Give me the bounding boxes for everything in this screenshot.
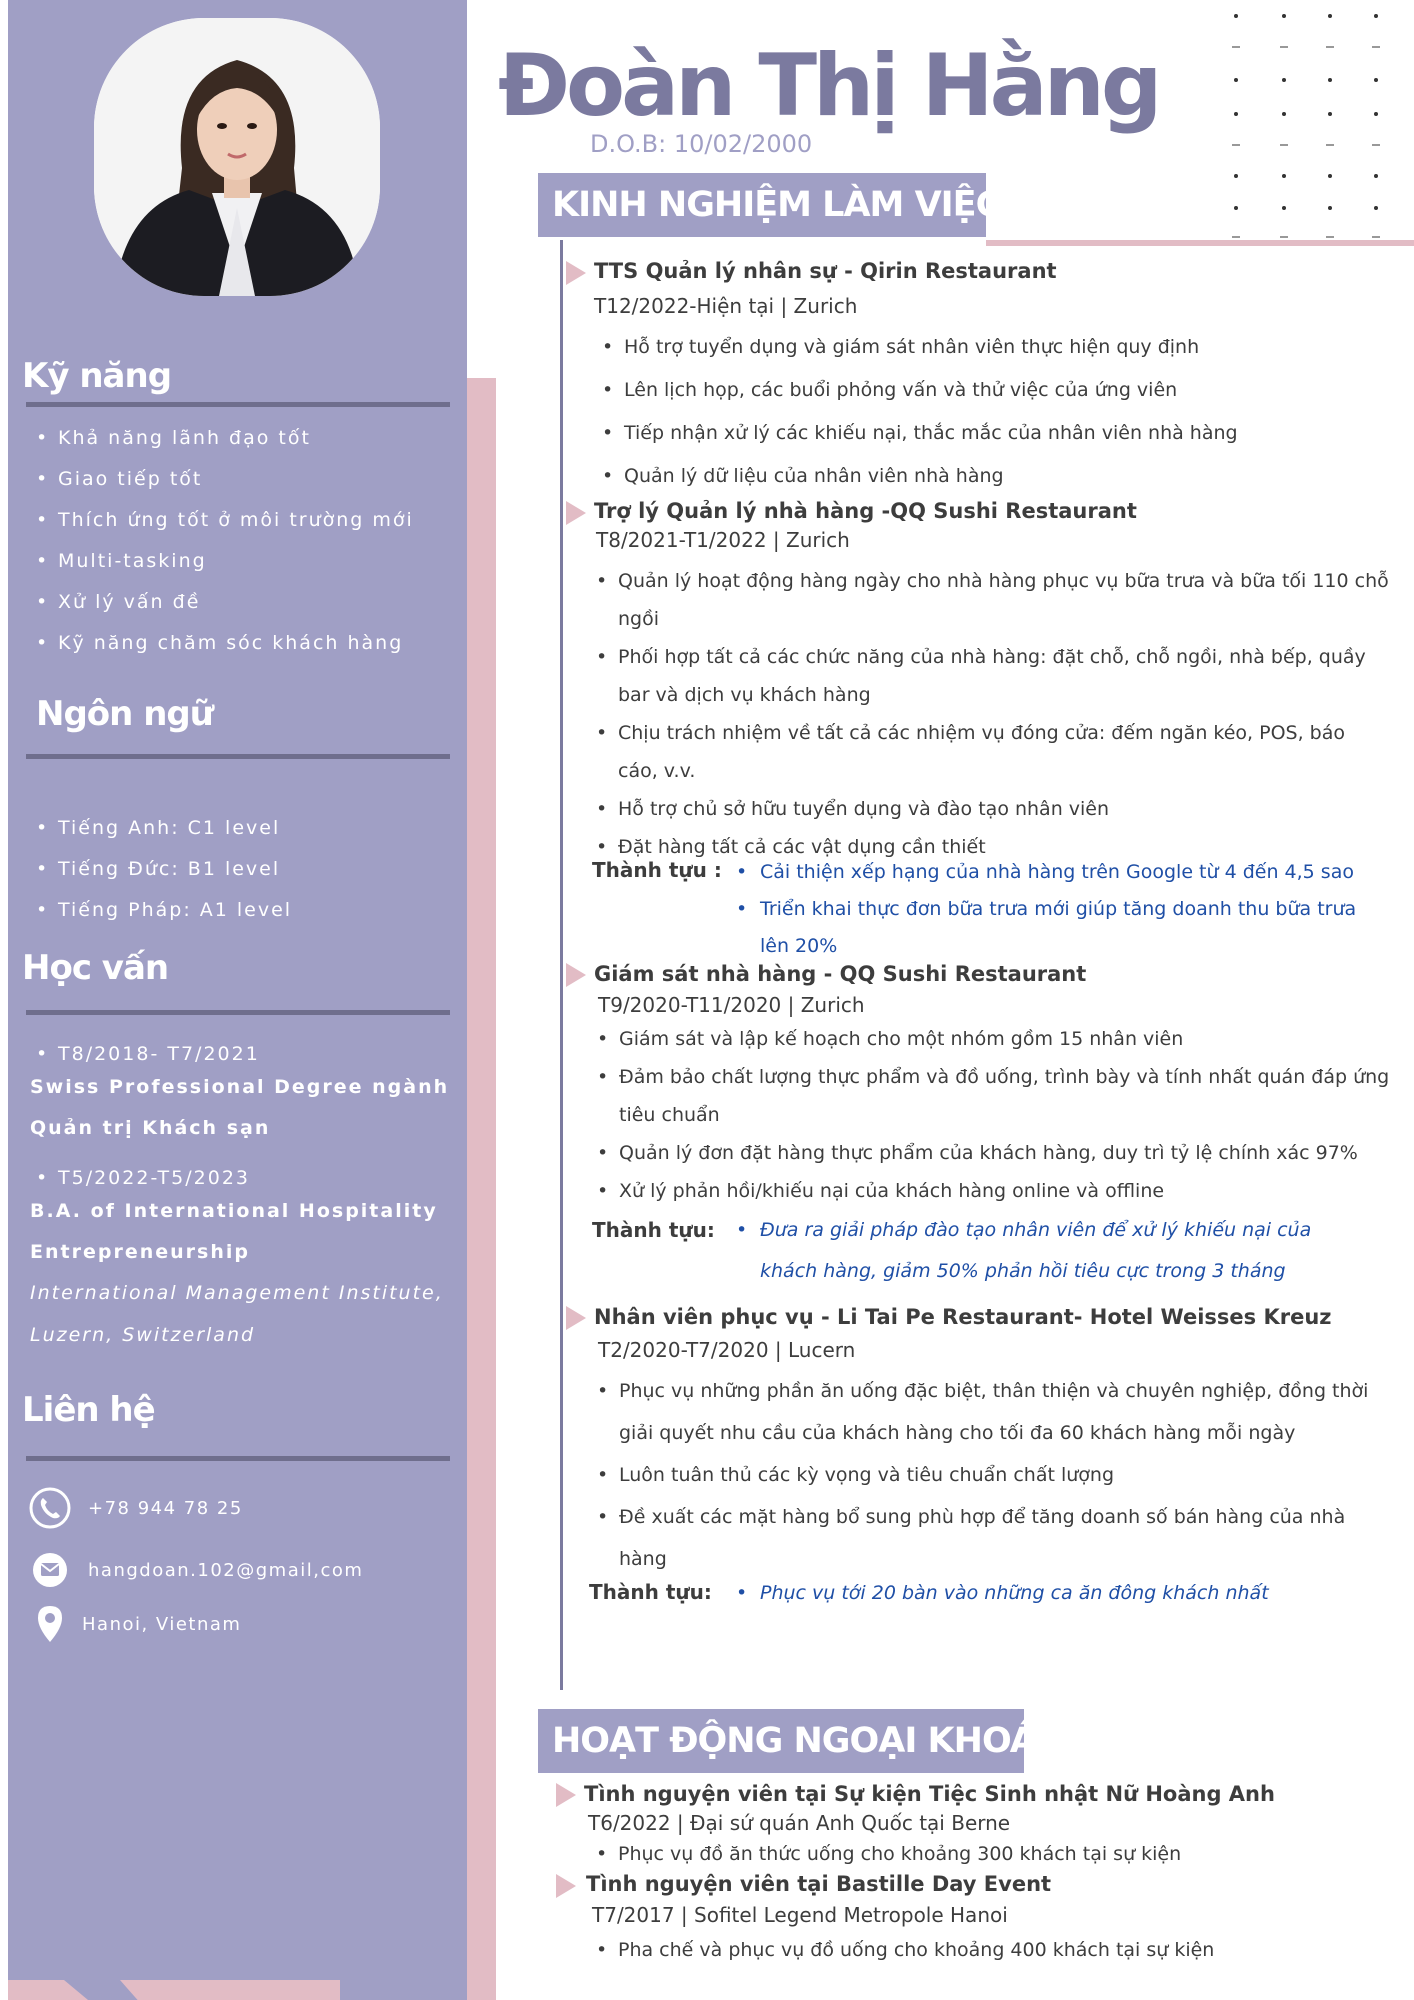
job-responsibilities bbox=[596, 326, 1386, 498]
achievements-label: Thành tựu: bbox=[589, 1580, 712, 1604]
languages-heading: Ngôn ngữ bbox=[36, 694, 213, 734]
job-meta: T2/2020-T7/2020 | Lucern bbox=[598, 1338, 856, 1362]
skills-list bbox=[28, 418, 414, 664]
activity-details bbox=[590, 1935, 1380, 1965]
responsibility-item: • Tiếp nhận xử lý các khiếu nại, thắc mắc của nhân viên nhà hàng bbox=[596, 412, 1386, 455]
job-title: Nhân viên phục vụ - Li Tai Pe Restaurant- Hotel Weisses Kreuz bbox=[594, 1305, 1332, 1329]
location-pin-icon bbox=[28, 1602, 72, 1646]
skill-item: • Xử lý vấn đề bbox=[28, 582, 414, 623]
skill-item: • Khả năng lãnh đạo tốt bbox=[28, 418, 414, 459]
job-meta: T9/2020-T11/2020 | Zurich bbox=[598, 993, 865, 1017]
activities-heading: HOẠT ĐỘNG NGOẠI KHOÁ bbox=[538, 1709, 1024, 1773]
job-responsibilities bbox=[590, 562, 1390, 866]
profile-photo-illustration bbox=[94, 18, 380, 296]
activity-title: Tình nguyện viên tại Bastille Day Event bbox=[586, 1872, 1052, 1896]
education-degree: Swiss Professional Degree ngành bbox=[30, 1076, 450, 1098]
languages-divider bbox=[26, 754, 450, 759]
email-address: hangdoan.102@gmail,com bbox=[88, 1559, 364, 1581]
achievement-item: • Phục vụ tới 20 bàn vào những ca ăn đông khách nhất bbox=[730, 1578, 1380, 1608]
responsibility-item: • Đề xuất các mặt hàng bổ sung phù hợp để tăng doanh số bán hàng của nhà hàng bbox=[591, 1496, 1381, 1580]
activity-marker bbox=[556, 1874, 576, 1898]
responsibility-item: • Luôn tuân thủ các kỳ vọng và tiêu chuẩn chất lượng bbox=[591, 1454, 1381, 1496]
responsibility-item: • Hỗ trợ tuyển dụng và giám sát nhân viên thực hiện quy định bbox=[596, 326, 1386, 369]
responsibility-item: • Đặt hàng tất cả các vật dụng cần thiết bbox=[590, 828, 1390, 866]
achievements-list bbox=[730, 854, 1390, 965]
education-school: International Management Institute, bbox=[30, 1282, 444, 1304]
location-text: Hanoi, Vietnam bbox=[82, 1613, 242, 1635]
language-item: • Tiếng Anh: C1 level bbox=[28, 808, 292, 849]
job-title: Trợ lý Quản lý nhà hàng -QQ Sushi Restaurant bbox=[594, 499, 1137, 523]
timeline-marker bbox=[566, 261, 586, 285]
responsibility-item: • Phục vụ những phần ăn uống đặc biệt, thân thiện và chuyên nghiệp, đồng thời giải quyết nhu cầu của khách hàng cho tối đa 60 khách hàng mỗi ngày bbox=[591, 1370, 1381, 1454]
phone-icon bbox=[28, 1486, 72, 1530]
timeline-marker bbox=[566, 1306, 586, 1330]
responsibility-item: • Phối hợp tất cả các chức năng của nhà hàng: đặt chỗ, chỗ ngồi, nhà bếp, quầy bar và dịch vụ khách hàng bbox=[590, 638, 1390, 714]
education-period: • T8/2018- T7/2021 bbox=[28, 1034, 260, 1075]
responsibility-item: • Đảm bảo chất lượng thực phẩm và đồ uống, trình bày và tính nhất quán đáp ứng tiêu chuẩn bbox=[591, 1058, 1391, 1134]
skill-item: • Kỹ năng chăm sóc khách hàng bbox=[28, 623, 414, 664]
language-item: • Tiếng Đức: B1 level bbox=[28, 849, 292, 890]
responsibility-item: • Chịu trách nhiệm về tất cả các nhiệm vụ đóng cửa: đếm ngăn kéo, POS, báo cáo, v.v. bbox=[590, 714, 1390, 790]
education-period: • T5/2022-T5/2023 bbox=[28, 1158, 250, 1199]
skill-item: • Giao tiếp tốt bbox=[28, 459, 414, 500]
skills-heading: Kỹ năng bbox=[22, 356, 172, 396]
education-degree: B.A. of International Hospitality bbox=[30, 1200, 438, 1222]
education-heading: Học vấn bbox=[22, 948, 169, 988]
date-of-birth: D.O.B: 10/02/2000 bbox=[590, 130, 813, 158]
activity-marker bbox=[556, 1783, 576, 1807]
timeline-marker bbox=[566, 501, 586, 525]
achievement-item: • Đưa ra giải pháp đào tạo nhân viên để xử lý khiếu nại của khách hàng, giảm 50% phản hồi tiêu cực trong 3 tháng bbox=[730, 1210, 1370, 1292]
education-degree: Entrepreneurship bbox=[30, 1241, 250, 1263]
job-title: Giám sát nhà hàng - QQ Sushi Restaurant bbox=[594, 962, 1087, 986]
candidate-name: Đoàn Thị Hằng bbox=[498, 36, 1159, 136]
responsibility-item: • Quản lý đơn đặt hàng thực phẩm của khách hàng, duy trì tỷ lệ chính xác 97% bbox=[591, 1134, 1391, 1172]
achievements-list bbox=[730, 1210, 1370, 1292]
job-meta: T12/2022-Hiện tại | Zurich bbox=[594, 294, 858, 318]
education-period-2 bbox=[28, 1158, 250, 1199]
job-meta: T8/2021-T1/2022 | Zurich bbox=[596, 528, 850, 552]
timeline-marker bbox=[566, 963, 586, 987]
activity-details bbox=[590, 1839, 1380, 1869]
responsibility-item: • Quản lý dữ liệu của nhân viên nhà hàng bbox=[596, 455, 1386, 498]
contact-divider bbox=[26, 1456, 450, 1461]
achievement-item: • Cải thiện xếp hạng của nhà hàng trên Google từ 4 đến 4,5 sao bbox=[730, 854, 1390, 891]
achievements-label: Thành tựu : bbox=[592, 858, 722, 882]
profile-photo bbox=[94, 18, 380, 296]
skill-item: • Thích ứng tốt ở môi trường mới bbox=[28, 500, 414, 541]
language-item: • Tiếng Pháp: A1 level bbox=[28, 890, 292, 931]
decorative-corner bbox=[120, 1980, 340, 2000]
job-responsibilities bbox=[591, 1020, 1391, 1210]
contact-heading: Liên hệ bbox=[22, 1390, 155, 1430]
achievements-list bbox=[730, 1578, 1380, 1608]
responsibility-item: • Lên lịch họp, các buổi phỏng vấn và thử việc của ứng viên bbox=[596, 369, 1386, 412]
activity-meta: T6/2022 | Đại sứ quán Anh Quốc tại Berne bbox=[588, 1811, 1011, 1835]
skills-divider bbox=[26, 402, 450, 407]
activity-detail-item: • Phục vụ đồ ăn thức uống cho khoảng 300 khách tại sự kiện bbox=[590, 1839, 1380, 1869]
responsibility-item: • Xử lý phản hồi/khiếu nại của khách hàng online và offline bbox=[591, 1172, 1391, 1210]
experience-heading-underline bbox=[986, 240, 1414, 246]
responsibility-item: • Giám sát và lập kế hoạch cho một nhóm gồm 15 nhân viên bbox=[591, 1020, 1391, 1058]
job-responsibilities bbox=[591, 1370, 1381, 1580]
mail-icon bbox=[28, 1548, 72, 1592]
contact-phone[interactable] bbox=[28, 1486, 243, 1530]
skill-item: • Multi-tasking bbox=[28, 541, 414, 582]
education-school: Luzern, Switzerland bbox=[30, 1324, 256, 1346]
responsibility-item: • Quản lý hoạt động hàng ngày cho nhà hàng phục vụ bữa trưa và bữa tối 110 chỗ ngồi bbox=[590, 562, 1390, 638]
phone-number: +78 944 78 25 bbox=[88, 1497, 243, 1519]
languages-list bbox=[28, 808, 292, 931]
contact-location bbox=[28, 1602, 241, 1646]
sidebar bbox=[8, 0, 467, 2000]
education-divider bbox=[26, 1010, 450, 1015]
responsibility-item: • Hỗ trợ chủ sở hữu tuyển dụng và đào tạo nhân viên bbox=[590, 790, 1390, 828]
contact-email[interactable] bbox=[28, 1548, 363, 1592]
education-degree: Quản trị Khách sạn bbox=[30, 1117, 271, 1139]
experience-timeline bbox=[560, 240, 563, 1690]
achievements-label: Thành tựu: bbox=[592, 1218, 715, 1242]
activity-meta: T7/2017 | Sofitel Legend Metropole Hanoi bbox=[592, 1903, 1008, 1927]
education-period-1 bbox=[28, 1034, 260, 1075]
activity-detail-item: • Pha chế và phục vụ đồ uống cho khoảng 400 khách tại sự kiện bbox=[590, 1935, 1380, 1965]
achievement-item: • Triển khai thực đơn bữa trưa mới giúp tăng doanh thu bữa trưa lên 20% bbox=[730, 891, 1390, 965]
experience-heading: KINH NGHIỆM LÀM VIỆC bbox=[538, 173, 986, 237]
activity-title: Tình nguyện viên tại Sự kiện Tiệc Sinh nhật Nữ Hoàng Anh bbox=[584, 1782, 1275, 1806]
job-title: TTS Quản lý nhân sự - Qirin Restaurant bbox=[594, 259, 1057, 283]
decorative-dot-pattern bbox=[1228, 6, 1414, 246]
decorative-corner bbox=[8, 1980, 88, 2000]
